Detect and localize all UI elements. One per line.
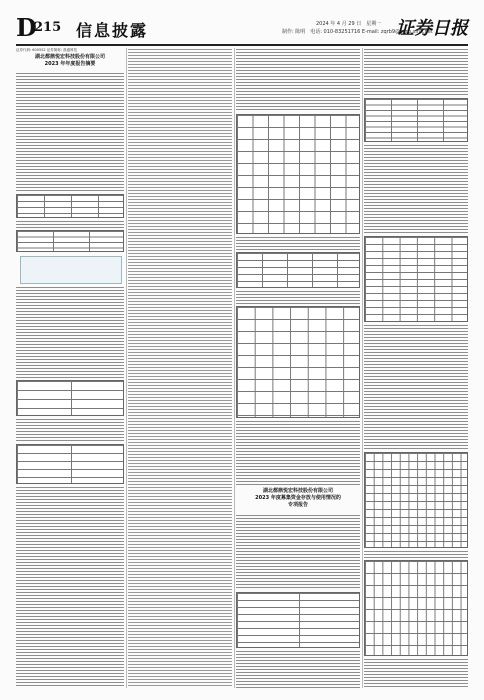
issue-date: 2024 年 4 月 29 日 星期一 xyxy=(316,21,382,27)
report-title-line-2: 专项报告 xyxy=(287,502,308,508)
text-block xyxy=(364,324,468,450)
column-3 xyxy=(236,48,360,688)
company-name: 湖北都鼎悦宏科技股份有限公司 xyxy=(262,488,333,494)
report-title: 2023 年年度报告摘要 xyxy=(44,61,96,67)
section-title: 信息披露 xyxy=(76,21,149,40)
text-block xyxy=(16,72,124,192)
text-block xyxy=(16,486,124,688)
text-block xyxy=(16,220,124,228)
company-name: 湖北都鼎悦宏科技股份有限公司 xyxy=(34,54,105,60)
data-table xyxy=(236,252,360,288)
data-table xyxy=(364,236,468,322)
data-table xyxy=(16,380,124,416)
text-block xyxy=(236,290,360,304)
data-table xyxy=(16,230,124,252)
text-block xyxy=(128,48,232,688)
diagram-image xyxy=(20,256,122,284)
text-block xyxy=(236,514,360,590)
text-block xyxy=(364,550,468,558)
report-heading xyxy=(236,488,360,512)
data-table xyxy=(364,98,468,142)
stock-abbr: 证券简称: 凯盛科技 xyxy=(46,48,78,52)
section-letter: D xyxy=(16,13,37,42)
column-divider xyxy=(234,48,235,688)
text-block xyxy=(236,650,360,688)
column-divider xyxy=(362,48,363,688)
data-table xyxy=(364,560,468,656)
text-block xyxy=(364,658,468,688)
contact-line: 制作: 陈明 电话: 010-83251716 E-mail: zqrb9@zqrb.sina.net xyxy=(282,29,433,35)
text-block xyxy=(16,286,124,378)
column-4 xyxy=(364,48,468,688)
column-1 xyxy=(16,48,124,688)
data-table xyxy=(16,194,124,218)
data-table xyxy=(236,592,360,648)
text-block xyxy=(236,48,360,112)
data-table xyxy=(364,452,468,548)
text-block xyxy=(236,420,360,486)
section-number: 215 xyxy=(34,20,62,35)
data-table xyxy=(236,114,360,234)
column-divider xyxy=(126,48,127,688)
report-title-line-1: 2023 年度募集资金存放与使用情况的 xyxy=(255,495,341,501)
text-block xyxy=(364,144,468,234)
data-table xyxy=(236,306,360,418)
data-table xyxy=(16,444,124,484)
paper-logo: 证券日报 xyxy=(396,18,468,39)
column-2 xyxy=(128,48,232,688)
text-block xyxy=(364,48,468,96)
masthead xyxy=(16,14,468,42)
text-block xyxy=(16,418,124,442)
stock-code: 证券代码: 600552 xyxy=(16,48,46,52)
text-block xyxy=(236,236,360,250)
masthead-rule xyxy=(16,44,468,46)
report-heading xyxy=(16,54,124,70)
